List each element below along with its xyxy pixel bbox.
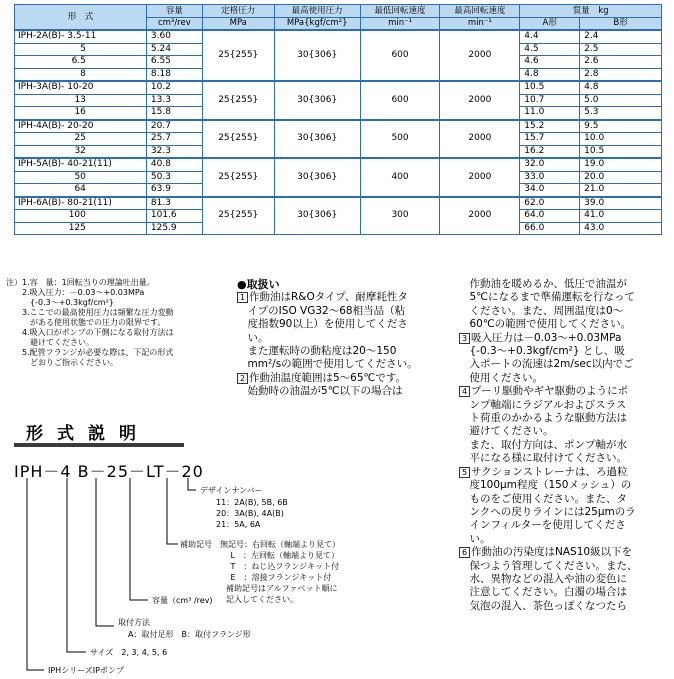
callout-aux: [167, 478, 178, 544]
min-speed-cell: 300: [360, 197, 440, 235]
aux-line: T ：ねじ込フランジキット付: [220, 562, 340, 571]
model-cell: IPH-6A(B)- 80-21(11): [15, 197, 147, 210]
mass-a-cell: 4.5: [520, 43, 580, 56]
rated-pressure-cell: 25{255}: [202, 120, 274, 159]
mounting-detail: A：取付足形 B：取付フランジ形: [128, 630, 251, 639]
aux-line: 補助記号はアルファベット順に: [226, 584, 338, 593]
aux-line: E ：溶接フランジキット付: [220, 573, 332, 582]
handling-text: 作動油温度範囲は5～65℃です。: [249, 371, 406, 384]
callout-series: [27, 478, 44, 670]
note-line: 注）1.容 量：1回転当りの理論吐出量。: [6, 278, 155, 287]
handling-text: 作動油の汚染度はNAS10級以下を: [471, 546, 633, 559]
model-cell: IPH-5A(B)- 40-21(11): [15, 158, 147, 171]
mass-b-cell: 39.0: [580, 197, 662, 210]
handling-text: 入ポートの流速は2m/sec以内でご: [459, 358, 634, 371]
handling-text: い。: [237, 331, 269, 344]
model-cell: 8: [15, 68, 147, 81]
min-speed-cell: 500: [360, 120, 440, 159]
callout-design: [188, 478, 196, 490]
model-cell: 6.5: [15, 56, 147, 69]
capacity-cell: 10.2: [146, 81, 202, 94]
handling-text: 気泡の混入、茶色っぽくなつたら: [459, 599, 627, 612]
capacity-cell: 63.9: [146, 184, 202, 197]
callout-capacity: [130, 478, 148, 600]
handling-text: い。: [459, 532, 491, 545]
model-cell: 32: [15, 145, 147, 158]
capacity-cell: 25.7: [146, 133, 202, 146]
model-cell: 64: [15, 184, 147, 197]
header-max-pressure: 最高使用圧力: [274, 5, 360, 18]
handling-text: ください。また、周囲温度は0～: [459, 304, 624, 317]
note-line: 2.吸入圧力：－0.03～+0.03MPa: [6, 288, 145, 297]
mass-b-cell: 43.0: [580, 222, 662, 235]
handling-text: ンプ軸端にラジアルおよびスラス: [459, 398, 627, 411]
callout-mounting: [96, 478, 114, 626]
handling-text: 度指数90以上）を使用してくださ: [237, 318, 408, 331]
max-pressure-cell: 30{306}: [274, 197, 360, 235]
capacity-cell: 15.8: [146, 107, 202, 120]
max-pressure-cell: 30{306}: [274, 81, 360, 120]
mass-a-cell: 15.2: [520, 120, 580, 133]
rated-pressure-cell: 25{255}: [202, 197, 274, 235]
handling-text: 使用ください。: [459, 371, 543, 384]
header-mass-b: B形: [580, 17, 662, 30]
handling-text: 平になる様に取付けてください。: [459, 452, 627, 465]
handling-text: 度100μm程度（150メッシュ）の: [459, 479, 632, 492]
aux-line: 無記号：右回転（軸端より見て）: [220, 540, 340, 549]
max-speed-cell: 2000: [440, 120, 520, 159]
header-rated-pressure: 定格圧力: [202, 5, 274, 18]
design-number-line: 11：2A(B), 5B, 6B: [216, 498, 288, 507]
mass-a-cell: 11.0: [520, 107, 580, 120]
capacity-cell: 50.3: [146, 171, 202, 184]
handling-text: イプのISO VG32～68相当品（粘: [237, 304, 406, 317]
item-number-box: 4: [459, 386, 470, 397]
note-line: がある使用状態での圧力の限界です。: [6, 318, 166, 327]
note-line: {-0.3～+0.3kgf/cm²}: [6, 298, 114, 307]
mass-a-cell: 64.0: [520, 210, 580, 223]
handling-text: また運転時の動粘度は20～150: [237, 345, 397, 358]
mass-b-cell: 20.0: [580, 171, 662, 184]
item-number-box: 3: [459, 333, 470, 344]
model-cell: 16: [15, 107, 147, 120]
mass-a-cell: 33.0: [520, 171, 580, 184]
min-speed-cell: 600: [360, 30, 440, 81]
max-speed-cell: 2000: [440, 81, 520, 120]
mass-b-cell: 2.4: [580, 30, 662, 43]
handling-text: 避けてください。: [459, 425, 554, 438]
aux-label: 補助記号: [180, 540, 212, 549]
mass-a-cell: 15.7: [520, 133, 580, 146]
header-min-speed: 最低回転速度: [360, 5, 440, 18]
mass-b-cell: 9.5: [580, 120, 662, 133]
handling-text: mm²/sの範囲で使用してください。: [237, 358, 418, 371]
header-min-speed-unit: min⁻¹: [360, 17, 440, 30]
mass-a-cell: 4.8: [520, 68, 580, 81]
model-cell: IPH-3A(B)- 10-20: [15, 81, 147, 94]
handling-text: 保つよう管理してください。また、: [459, 559, 638, 572]
aux-line: 記入してください。: [226, 595, 298, 604]
handling-text: プーリ駆動やギヤ駆動のようにポ: [471, 385, 629, 398]
header-mass-a: A形: [520, 17, 580, 30]
model-cell: 100: [15, 210, 147, 223]
capacity-label: 容量（cm³ /rev): [152, 596, 213, 605]
max-speed-cell: 2000: [440, 30, 520, 81]
rated-pressure-cell: 25{255}: [202, 158, 274, 197]
handling-text: 作動油はR&Oタイプ、耐摩耗性タ: [249, 291, 408, 304]
design-number-line: 21：5A, 6A: [216, 520, 261, 529]
capacity-cell: 8.18: [146, 68, 202, 81]
handling-text: また、取付方向は、ポンプ軸が水: [459, 438, 627, 451]
handling-heading: ●取扱い: [237, 278, 280, 291]
mass-b-cell: 2.8: [580, 68, 662, 81]
handling-text: サクションストレーナは、ろ過粒: [471, 465, 628, 478]
model-code: IPH－4 B－25－LT－20: [14, 462, 204, 481]
note-line: 4.吸入口がポンプの下側になる取付方法は: [6, 328, 174, 337]
handling-text: 作動油を暖めるか、低圧で油温が: [459, 278, 627, 290]
max-speed-cell: 2000: [440, 197, 520, 235]
capacity-cell: 13.3: [146, 94, 202, 107]
handling-text: 始動時の油温が5℃以下の場合は: [237, 385, 403, 398]
capacity-cell: 101.6: [146, 210, 202, 223]
handling-text: インフィルターを使用してくださ: [459, 519, 626, 532]
mass-b-cell: 41.0: [580, 210, 662, 223]
max-pressure-cell: 30{306}: [274, 30, 360, 81]
header-model: 形 式: [15, 5, 147, 31]
mass-a-cell: 10.7: [520, 94, 580, 107]
capacity-cell: 5.24: [146, 43, 202, 56]
mass-b-cell: 5.3: [580, 107, 662, 120]
mass-a-cell: 66.0: [520, 222, 580, 235]
capacity-cell: 81.3: [146, 197, 202, 210]
model-cell: 25: [15, 133, 147, 146]
header-mass: 質量 kg: [520, 5, 662, 18]
item-number-box: 6: [459, 547, 470, 558]
header-capacity: 容量: [146, 5, 202, 18]
mounting-label: 取付方法: [118, 618, 150, 627]
mass-b-cell: 2.6: [580, 56, 662, 69]
handling-text: ト荷重のかかるような駆動方法は: [459, 412, 627, 425]
header-rated-pressure-unit: MPa: [202, 17, 274, 30]
series-label: IPHシリーズIPポンプ: [48, 666, 124, 675]
handling-text: {-0.3～+0.3kgf/cm²} とし、吸: [459, 345, 625, 358]
mass-a-cell: 16.2: [520, 145, 580, 158]
mass-b-cell: 10.0: [580, 133, 662, 146]
mass-a-cell: 32.0: [520, 158, 580, 171]
model-cell: 13: [15, 94, 147, 107]
handling-text: 水、異物などの混入や油の変色に: [459, 572, 627, 585]
min-speed-cell: 400: [360, 158, 440, 197]
mass-a-cell: 10.5: [520, 81, 580, 94]
handling-text: 5℃になるまで準備運転を行なって: [459, 291, 635, 304]
capacity-cell: 32.3: [146, 145, 202, 158]
callout-size: [67, 478, 86, 652]
capacity-cell: 6.55: [146, 56, 202, 69]
capacity-cell: 20.7: [146, 120, 202, 133]
mass-b-cell: 19.0: [580, 158, 662, 171]
mass-b-cell: 5.0: [580, 94, 662, 107]
mass-a-cell: 34.0: [520, 184, 580, 197]
mass-b-cell: 21.0: [580, 184, 662, 197]
rated-pressure-cell: 25{255}: [202, 30, 274, 81]
max-pressure-cell: 30{306}: [274, 158, 360, 197]
handling-text: 60℃の範囲で使用してください。: [459, 318, 632, 331]
item-number-box: 5: [459, 467, 470, 478]
max-pressure-cell: 30{306}: [274, 120, 360, 159]
max-speed-cell: 2000: [440, 158, 520, 197]
item-number-box: 1: [237, 292, 248, 303]
note-line: 避けてください。: [6, 338, 94, 347]
model-cell: 125: [15, 222, 147, 235]
mass-b-cell: 4.8: [580, 81, 662, 94]
note-line: 3.ここでの最高使用圧力は頻繁な圧力変動: [6, 308, 174, 317]
handling-text: ンクへの戻りラインには25μmのラ: [459, 505, 636, 518]
model-cell: 5: [15, 43, 147, 56]
rated-pressure-cell: 25{255}: [202, 81, 274, 120]
note-line: 5.配管フランジが必要な際は、下記の形式: [6, 348, 174, 357]
size-label: サイズ 2, 3, 4, 5, 6: [90, 648, 168, 657]
capacity-cell: 40.8: [146, 158, 202, 171]
model-cell: 50: [15, 171, 147, 184]
header-max-pressure-unit: MPa{kgf/cm²}: [274, 17, 360, 30]
header-max-speed-unit: min⁻¹: [440, 17, 520, 30]
mass-a-cell: 62.0: [520, 197, 580, 210]
header-max-speed: 最高回転速度: [440, 5, 520, 18]
note-line: どおりご指示ください。: [6, 358, 118, 367]
mass-a-cell: 4.6: [520, 56, 580, 69]
mass-b-cell: 10.5: [580, 145, 662, 158]
mass-a-cell: 4.4: [520, 30, 580, 43]
handling-text: ものをご使用ください。また、タ: [459, 492, 627, 505]
design-number-line: 20：3A(B), 4A(B): [216, 509, 284, 518]
model-cell: IPH-4A(B)- 20-20: [15, 120, 147, 133]
capacity-cell: 125.9: [146, 222, 202, 235]
mass-b-cell: 2.5: [580, 43, 662, 56]
design-number-label: デザインナンバー: [200, 486, 263, 495]
capacity-cell: 3.60: [146, 30, 202, 43]
model-cell: IPH-2A(B)- 3.5-11: [15, 30, 147, 43]
model-section-title-text: 形式説明: [26, 424, 150, 444]
handling-text: 注意してください。白濁の場合は: [459, 586, 627, 599]
aux-line: L ：左回転（軸端より見て）: [220, 551, 339, 560]
item-number-box: 2: [237, 373, 248, 384]
handling-text: 吸入圧力は－0.03～+0.03MPa: [471, 331, 622, 344]
min-speed-cell: 600: [360, 81, 440, 120]
header-capacity-unit: cm³/rev: [146, 17, 202, 30]
